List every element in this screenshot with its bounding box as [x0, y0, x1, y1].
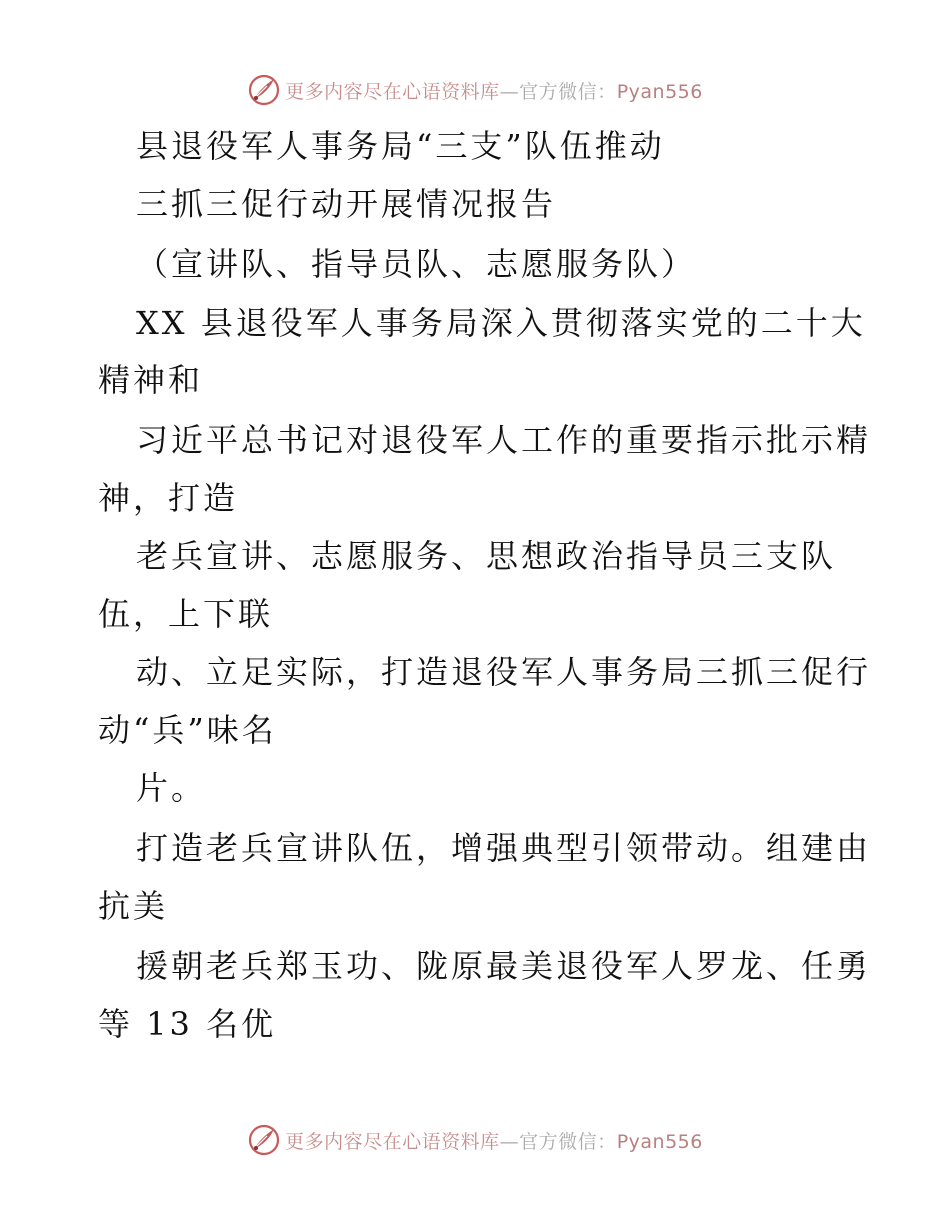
watermark-main: 更多内容尽在心语资料库 — [285, 1130, 500, 1153]
watermark-wechat-id: Pyan556 — [616, 1130, 703, 1153]
paragraph-line: 老兵宣讲、志愿服务、思想政治指导员三支队 — [136, 537, 837, 575]
paragraph-line: 等 13 名优 — [98, 1005, 277, 1043]
paragraph-line: 片。 — [136, 769, 207, 807]
watermark-wechat-id: Pyan556 — [616, 80, 703, 103]
paragraph-line: 动、立足实际，打造退役军人事务局三抓三促行 — [136, 653, 872, 691]
paragraph-line: 习近平总书记对退役军人工作的重要指示批示精 — [136, 421, 872, 459]
paragraph-line: XX 县退役军人事务局深入贯彻落实党的二十大 — [136, 304, 866, 342]
watermark-main: 更多内容尽在心语资料库 — [285, 80, 500, 103]
watermark-text — [285, 1127, 703, 1154]
header-watermark — [0, 70, 950, 110]
paragraph-line: 抗美 — [98, 887, 169, 925]
quill-pen-logo-icon — [247, 73, 281, 107]
paragraph-line: 精神和 — [98, 361, 204, 399]
watermark-separator: —官方微信： — [499, 80, 617, 103]
paragraph-line: 打造老兵宣讲队伍，增强典型引领带动。组建由 — [136, 829, 872, 867]
paragraph-line: 动“兵”味名 — [98, 711, 277, 749]
watermark-text — [285, 77, 703, 104]
document-subtitle: （宣讲队、指导员队、志愿服务队） — [136, 245, 697, 283]
paragraph-line: 伍，上下联 — [98, 595, 274, 633]
paragraph-line: 援朝老兵郑玉功、陇原最美退役军人罗龙、任勇 — [136, 947, 872, 985]
document-title-line-1: 县退役军人事务局“三支”队伍推动 — [136, 127, 665, 165]
footer-watermark — [0, 1120, 950, 1160]
paragraph-line: 神，打造 — [98, 479, 239, 517]
document-title-line-2: 三抓三促行动开展情况报告 — [136, 185, 557, 223]
watermark-separator: —官方微信： — [499, 1130, 617, 1153]
quill-pen-logo-icon — [247, 1123, 281, 1157]
